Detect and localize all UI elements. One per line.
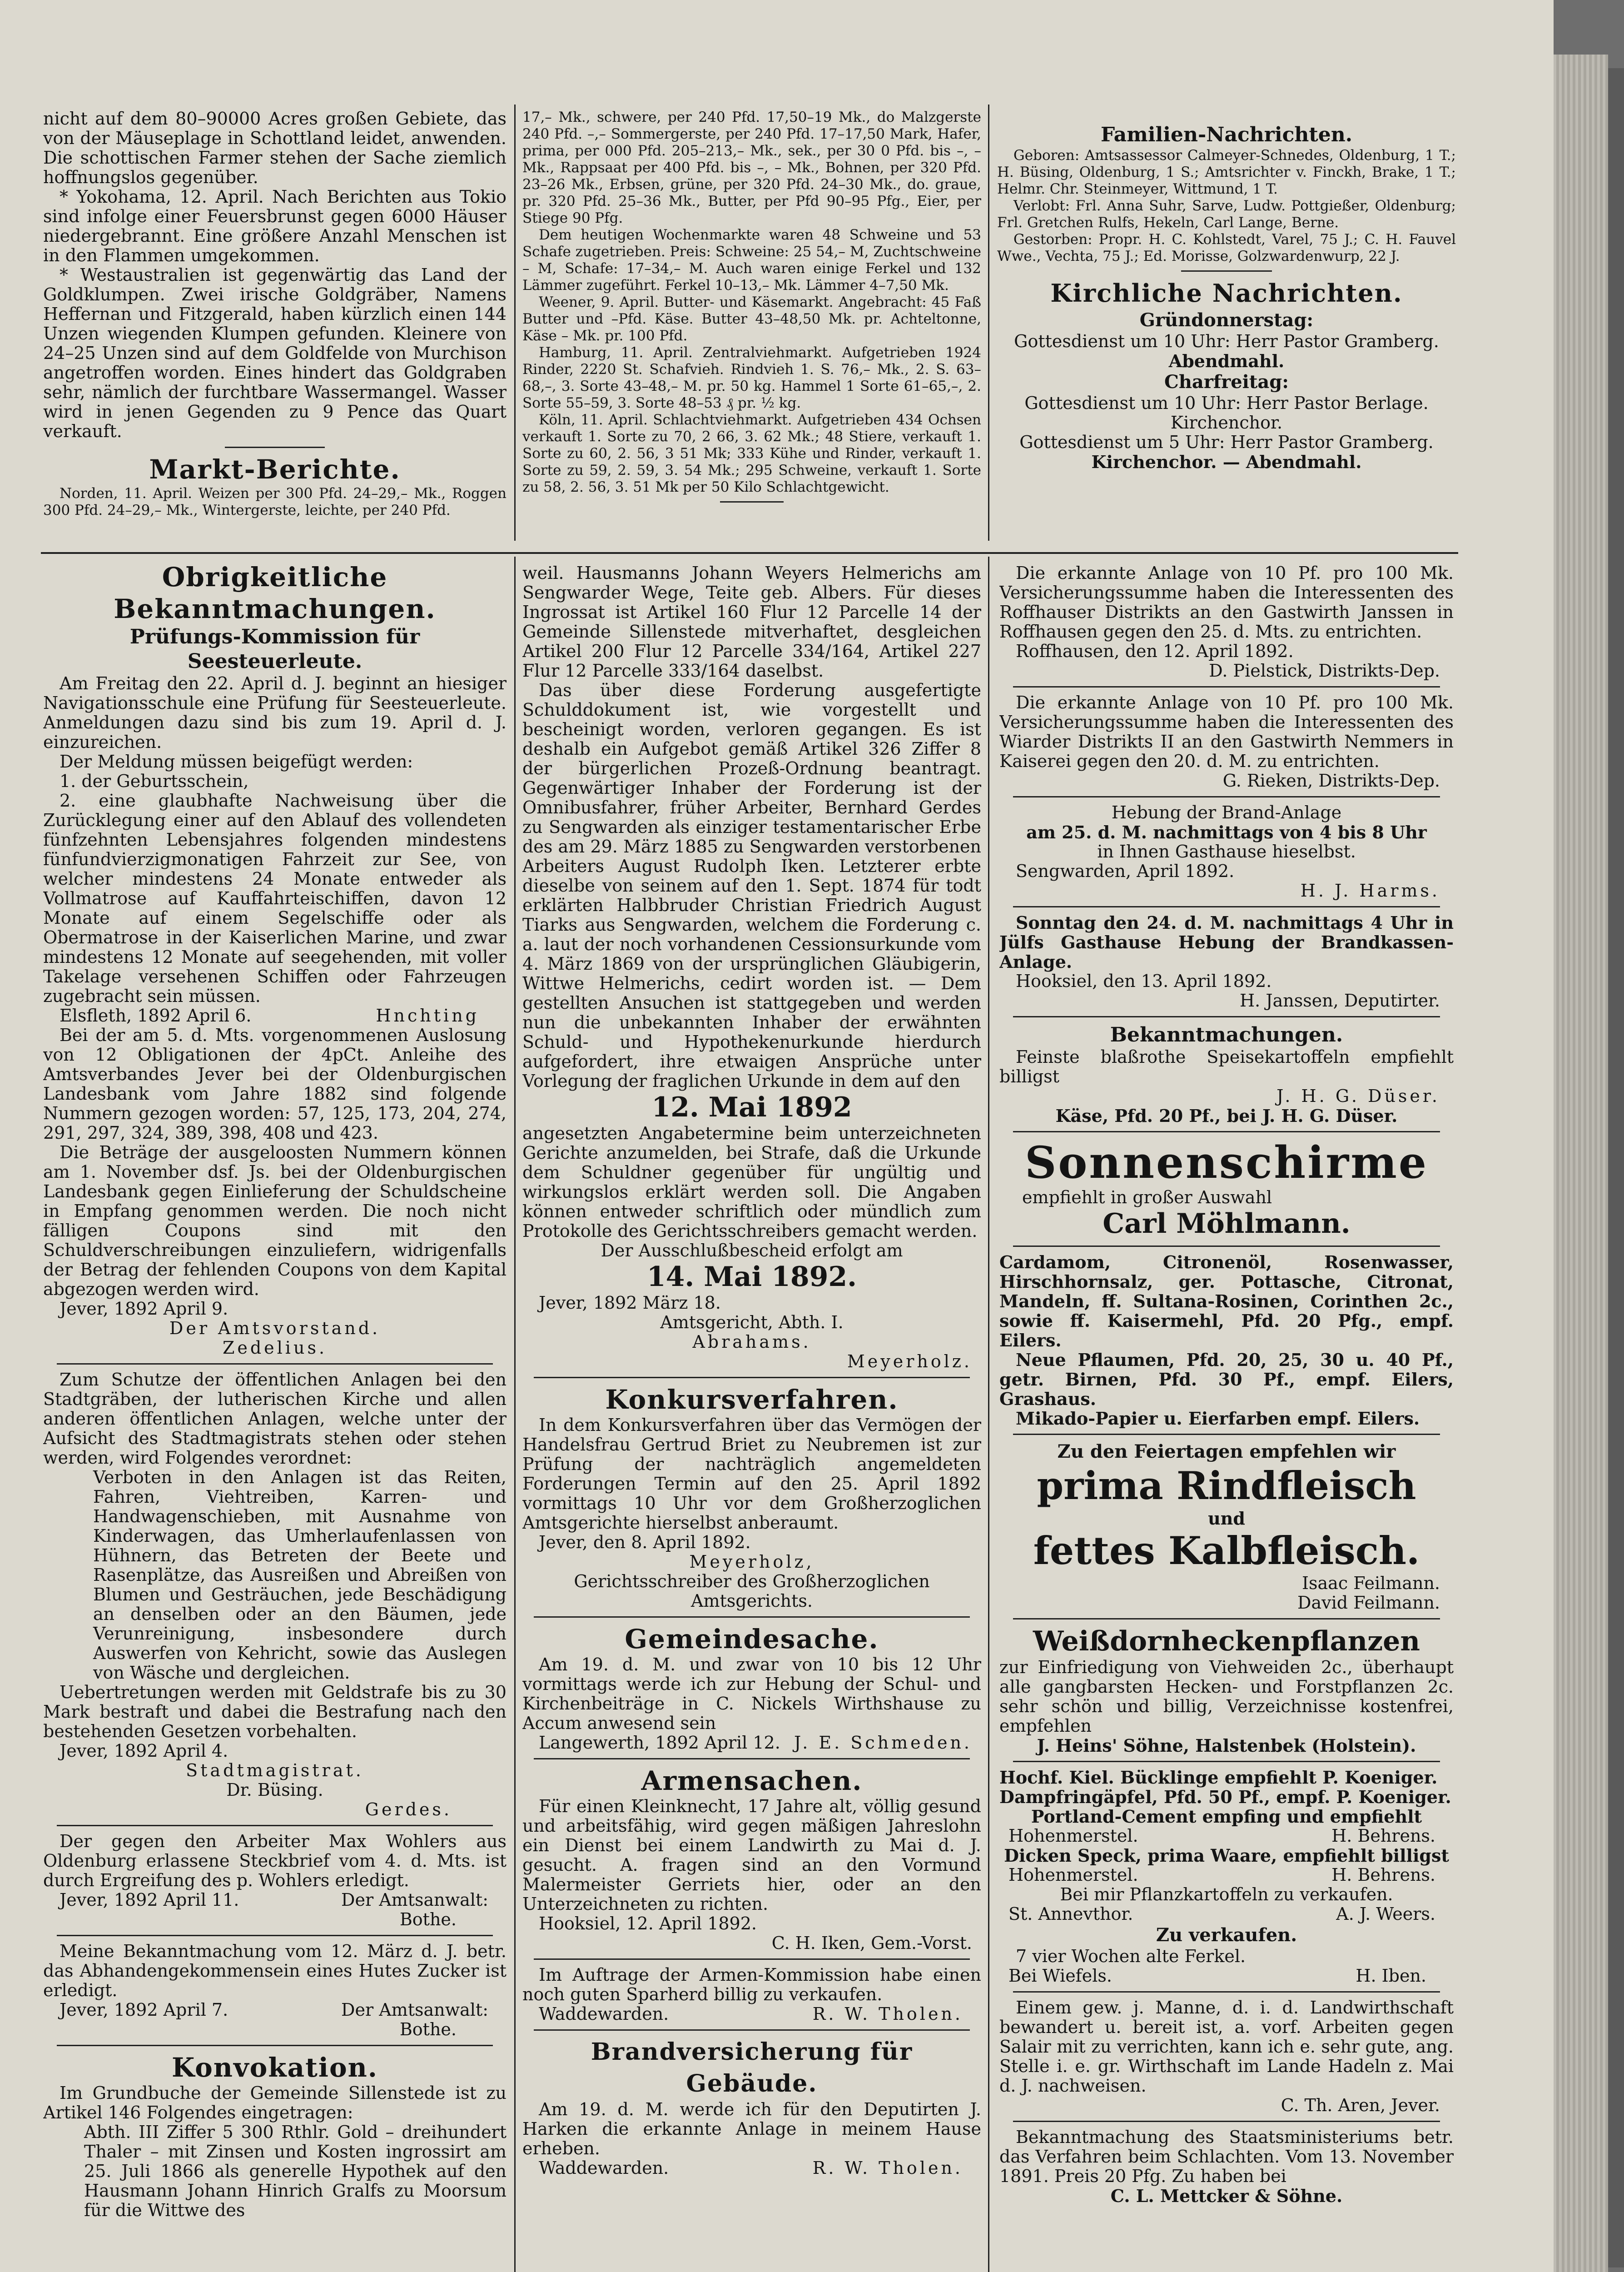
signature: Der Amtsvorstand. [169, 1318, 381, 1338]
subheading: Charfreitag: [1164, 371, 1289, 393]
advertisement: Zu den Feiertagen empfehlen wir [1057, 1441, 1396, 1462]
divider [1013, 1131, 1440, 1132]
date-line: Jever, 1892 April 9. [60, 1299, 228, 1319]
signature: Zedelius. [222, 1338, 328, 1358]
date-line: Waddewarden. [539, 2158, 669, 2178]
advertiser-name: H. Behrens. [1331, 1865, 1435, 1885]
article-paragraph: * Yokohama, 12. April. Nach Berichten aus Tokio sind infolge einer Feuersbrunst gegen 6000 Häuser niedergebrannt. Eine größere Anzahl Menschen ist in den Flammen umgekommen. [43, 187, 507, 265]
signature: Bothe. [399, 1909, 457, 1929]
advertiser-name: Carl Möhlmann. [1103, 1208, 1351, 1240]
market-report: Norden, 11. April. Weizen per 300 Pfd. 24–29,– Mk., Roggen 300 Pfd. 24–29,– Mk., Wintergerste, leichte, per 240 Pfd. [43, 485, 507, 518]
page-edge [1554, 55, 1608, 2272]
column-divider [988, 557, 989, 2272]
section-heading: Obrigkeitliche Bekanntmachungen. [114, 562, 436, 624]
notice-text: Der Meldung müssen beigefügt werden: [60, 752, 413, 772]
advertisement: Käse, Pfd. 20 Pf., bei J. H. G. Düser. [1055, 1106, 1398, 1126]
divider [1013, 796, 1440, 797]
advertisement: Einem gew. j. Manne, d. i. d. Landwirthschaft bewandert u. bereit ist, a. vorf. Arbeiten gegen Salair mit zu verrichten, kann ich e. sehr gute, ang. Stelle i. e. gr. Wirthschaft im Lande Hadeln z. Mai d. J. nachweisen. [999, 1998, 1454, 2096]
advertisement-title: prima Rindfleisch [1037, 1463, 1416, 1508]
notice-text: Die Beträge der ausgeloosten Nummern können am 1. November dsf. Js. bei der Oldenburgischen Landesbank gegen Einlieferung der Schuldscheine in Empfang genommen werden. Die noch nicht fälligen Coupons sind mit den Schuldverschreibungen einzuliefern, widrigenfalls der Betrag der fehlenden Coupons von dem Kapital abgezogen werden wird. [43, 1142, 507, 1299]
notice-text: Meine Bekanntmachung vom 12. März d. J. betr. das Abhandengekommensein eines Hutes Zucker ist erledigt. [43, 1941, 507, 2000]
deadline-date: 14. Mai 1892. [646, 1261, 857, 1293]
deadline-date: 12. Mai 1892 [651, 1091, 852, 1123]
divider [1013, 1434, 1440, 1435]
left-column [43, 561, 507, 2272]
signature: Stadtmagistrat. [186, 1760, 364, 1780]
notice-text: Sonntag den 24. d. M. nachmittags 4 Uhr in Jülfs Gasthause Hebung der Brandkassen-Anlage. [999, 912, 1454, 972]
divider [534, 1616, 970, 1618]
date-line: Jever, 1892 April 11. [60, 1890, 239, 1910]
divider [1013, 1761, 1440, 1762]
advertisement-title: Zu verkaufen. [1156, 1924, 1297, 1946]
advertiser-name: H. Behrens. [1331, 1826, 1435, 1846]
signature: H. Janssen, Deputirter. [1240, 991, 1440, 1011]
column-divider [514, 105, 516, 541]
market-report: Dem heutigen Wochenmarkte waren 48 Schweine und 53 Schafe zugetrieben. Preis: Schweine: 25 54,– M, Zuchtschweine – M, Schafe: 17–34,– M. Auch waren einige Ferkel und 132 Lämmer zugeführt. Ferkel 10–13,– Mk. Lämmer 4–7,50 Mk. [522, 227, 981, 294]
signature: Abrahams. [692, 1332, 811, 1352]
notice-text: in Ihnen Gasthause hieselbst. [1097, 842, 1356, 862]
signature: Meyerholz, [689, 1552, 814, 1572]
notice-text: Für einen Kleinknecht, 17 Jahre alt, völlig gesund und arbeitsfähig, wird gegen mäßigen Jahreslohn ein Dienst bei einem Landwirth zu Mai d. J. gesucht. A. fragen sind an den Vormund Malermeister Gerriets hier, oder an den Unterzeichneten zu richten. [522, 1796, 981, 1914]
deaths: Gestorben: Propr. H. C. Kohlstedt, Varel, 75 J.; C. H. Fauvel Wwe., Vechta, 75 J.; Ed. Morisse, Golzwardenwurp, 22 J. [997, 231, 1456, 264]
divider [1013, 1246, 1440, 1247]
advertisement: Portland-Cement empfing und empfiehlt [1031, 1806, 1422, 1827]
signature: Der Amtsanwalt: [341, 2000, 488, 2020]
date-line: Jever, 1892 März 18. [539, 1293, 721, 1313]
signature: R. W. Tholen. [812, 2004, 963, 2024]
advertisement-title: Sonnenschirme [1025, 1137, 1428, 1188]
horizontal-divider [41, 552, 1458, 554]
notice-text: am 25. d. M. nachmittags von 4 bis 8 Uhr [1026, 822, 1427, 842]
signature: C. H. Iken, Gem.-Vorst. [771, 1933, 972, 1953]
notice-text: Die erkannte Anlage von 10 Pf. pro 100 Mk. Versicherungssumme haben die Interessenten des Roffhauser Distrikts an den Gastwirth Janssen in Roffhausen gegen den 25. d. Mts. zu entrichten. [999, 563, 1454, 642]
column-divider [988, 105, 989, 541]
engagements: Verlobt: Frl. Anna Suhr, Sarve, Ludw. Pottgießer, Oldenburg; Frl. Gretchen Rulfs, Hekeln, Carl Lange, Berne. [997, 198, 1456, 231]
service-text: Kirchenchor. [1170, 413, 1283, 433]
section-heading: Brandversicherung für Gebäude. [591, 2038, 913, 2098]
advertisement-title: fettes Kalbfleisch. [1033, 1528, 1420, 1573]
divider [534, 2029, 970, 2031]
divider [57, 1935, 493, 1936]
signature: J. E. Schmeden. [794, 1733, 972, 1753]
notice-text: Uebertretungen werden mit Geldstrafe bis zu 30 Mark bestraft und dabei die Bestrafung nach den bestehenden Gesetzen vorbehalten. [43, 1682, 507, 1741]
date-line: Jever, 1892 April 4. [60, 1741, 228, 1761]
notice-text: Am 19. d. M. werde ich für den Deputirten J. Harken die erkannte Anlage in meinem Hause erheben. [522, 2099, 981, 2158]
date-line: Jever, den 8. April 1892. [539, 1532, 751, 1552]
advertisement: 7 vier Wochen alte Ferkel. [1016, 1946, 1246, 1966]
divider [57, 1363, 493, 1365]
signature: Bothe. [399, 2019, 457, 2039]
right-column [999, 563, 1454, 2272]
notice-text: Der gegen den Arbeiter Max Wohlers aus Oldenburg erlassene Steckbrief vom 4. d. Mts. ist durch Ergreifung des p. Wohlers erledigt. [43, 1831, 507, 1890]
section-heading: Konkursverfahren. [605, 1384, 899, 1415]
advertisement: Hohenmerstel. [1008, 1865, 1138, 1885]
top-middle-column [522, 109, 981, 545]
date-line: Elsfleth, 1892 April 6. [60, 1006, 252, 1026]
service-text: Gottesdienst um 5 Uhr: Herr Pastor Gramberg. [1019, 432, 1434, 452]
divider [720, 501, 784, 503]
date-line: Roffhausen, den 12. April 1892. [1016, 641, 1294, 661]
notice-text: Am 19. d. M. und zwar von 10 bis 12 Uhr vormittags werde ich zur Hebung der Schul- und Kirchenbeiträge in C. Nickels Wirthshause zu Accum anwesend sein [522, 1654, 981, 1733]
divider [225, 447, 325, 448]
advertisement: Hohenmerstel. [1008, 1826, 1138, 1846]
column-divider [514, 557, 516, 2272]
service-text: Gottesdienst um 10 Uhr: Herr Pastor Berlage. [1024, 393, 1429, 413]
divider [534, 1958, 970, 1960]
advertisement: Dampfringäpfel, Pfd. 50 Pf., empf. P. Koeniger. [999, 1787, 1451, 1807]
notice-text: Das über diese Forderung ausgefertigte Schulddokument ist, wie vorgestellt und bescheinigt worden, verloren gegangen. Es ist deshalb ein Aufgebot gemäß Artikel 326 Ziffer 8 der bürgerlichen Prozeß-Ordnung beantragt. Gegenwärtiger Inhaber der Forderung ist der Omnibusfahrer, früher Arbeiter, Bernhard Gerdes zu Sengwarden als einziger testamentarischer Erbe des am 29. März 1885 zu Sengwarden verstorbenen Arbeiters August Rudolph Iken. Letzterer erbte dieselbe von seinem auf den 1. Sept. 1874 für todt erklärten Halbbruder Christian Friedrich August Tiarks aus Sengwarden, welchem die Forderung c. a. laut der noch vorhandenen Cessionsurkunde vom 4. März 1869 von der ursprünglichen Gläubigerin, Wittwe Helmerichs, cedirt worden ist. — Dem gestellten Ansuchen ist stattgegeben und werden nun die unbekannten Inhaber der erwähnten Schuld- und Hypothekenurkunde hierdurch aufgefordert, ihre etwaigen Ansprüche unter Vorlegung der fraglichen Urkunde in dem auf den [522, 680, 981, 1091]
advertiser-name: Isaac Feilmann. [1302, 1573, 1440, 1593]
service-text: Kirchenchor. — Abendmahl. [1091, 452, 1362, 472]
advertisement: Hochf. Kiel. Bücklinge empfiehlt P. Koeniger. [999, 1767, 1438, 1788]
signature: Der Amtsanwalt: [341, 1890, 488, 1910]
signature: D. Pielstick, Distrikts-Dep. [1209, 661, 1440, 681]
market-report: Köln, 11. April. Schlachtviehmarkt. Aufgetrieben 434 Ochsen verkauft 1. Sorte zu 70, 2 66, 3. 62 Mk.; 48 Stiere, verkauft 1. Sorte zu 60, 2. 56, 3 51 Mk; 333 Kühe und Rinder, verkauft 1. Sorte zu 59, 2. 59, 3. 54 Mk.; 295 Schweine, verkauft 1. Sorte zu 58, 2. 56, 3. 51 Mk per 50 Kilo Schlachtgewicht. [522, 412, 981, 495]
advertiser-name: David Feilmann. [1297, 1593, 1440, 1613]
signature: Meyerholz. [847, 1351, 972, 1371]
section-heading: Markt-Berichte. [149, 454, 401, 485]
notice-text: 1. der Geburtsschein, [60, 771, 249, 791]
signature: H. J. Harms. [1300, 881, 1440, 901]
births: Geboren: Amtsassessor Calmeyer-Schnedes, Oldenburg, 1 T.; H. Büsing, Oldenburg, 1 S.; Amtsrichter v. Finckh, Brake, 1 T.; Helmr. Chr. Steinmeyer, Wittmund, 1 T. [997, 147, 1456, 197]
notice-text: Im Grundbuche der Gemeinde Sillenstede ist zu Artikel 146 Folgendes eingetragen: [43, 2083, 507, 2123]
divider [1013, 906, 1440, 907]
advertisement: empfiehlt in großer Auswahl [1022, 1187, 1272, 1207]
top-left-column [43, 109, 507, 545]
section-heading: Kirchliche Nachrichten. [1050, 279, 1403, 308]
signature: Hnchting [376, 1006, 479, 1026]
signature: Gerichtsschreiber des Großherzoglichen Amtsgerichts. [574, 1571, 930, 1611]
notice-text: Hebung der Brand-Anlage [1111, 802, 1342, 822]
subheading: Gründonnerstag: [1139, 309, 1314, 331]
section-heading: Armensachen. [641, 1765, 863, 1796]
notice-text: weil. Hausmanns Johann Weyers Helmerichs am Sengwarder Wege, Teite geb. Albers. Für dieses Ingrossat ist Artikel 160 Flur 12 Parcelle 14 der Gemeinde Sillenstede mitverhaftet, desgleichen Artikel 200 Flur 12 Parcelle 334/164, Artikel 227 Flur 12 Parcelle 333/164 daselbst. [522, 563, 981, 681]
market-report: Hamburg, 11. April. Zentralviehmarkt. Aufgetrieben 1924 Rinder, 2220 St. Schafvieh. Rindvieh 1. S. 76,– Mk., 2. S. 63–68,–, 3. Sorte 43–48,– M. pr. 50 kg. Hammel 1 Sorte 61–65,–, 2. Sorte 55–59, 3. Sorte 48–53 ₰ pr. ½ kg. [522, 344, 981, 411]
date-line: Waddewarden. [539, 2004, 669, 2024]
market-report: 17,– Mk., schwere, per 240 Pfd. 17,50–19 Mk., do Malzgerste 240 Pfd. –,– Sommergerste, per 240 Pfd. 17–17,50 Mark, Hafer, prima, per 000 Pfd. 205–213,– Mk., sek., per 30 0 Pfd. bis –, – Mk., Rappsaat per 400 Pfd. bis –, – Mk., Bohnen, per 320 Pfd. 23–26 Mk., Erbsen, grüne, per 320 Pfd. 24–30 Mk., do. graue, pr. 320 Pfd. 25–36 Mk., Butter, per Pfd 90–95 Pfg., Eier, per Stiege 90 Pfg. [522, 109, 981, 226]
signature: Gerdes. [365, 1799, 452, 1819]
advertisement: Bei mir Pflanzkartoffeln zu verkaufen. [1060, 1884, 1393, 1904]
page-edge-shadow [1608, 68, 1624, 2267]
article-paragraph: * Westaustralien ist gegenwärtig das Land der Goldklumpen. Zwei irische Goldgräber, Namens Heffernan und Fitzgerald, haben kürzlich einen 144 Unzen wiegenden Klumpen gefunden. Kleinere von 24–25 Unzen sind auf dem Goldfelde von Murchison angetroffen worden. Eines hindert das Goldgraben sehr, nämlich der furchtbare Wassermangel. Wasser wird in jenen Gegenden zu 9 Pence das Quart verkauft. [43, 265, 507, 441]
notice-text: Am Freitag den 22. April d. J. beginnt an hiesiger Navigationsschule eine Prüfung für Seesteuerleute. Anmeldungen dazu sind bis zum 19. April d. J. einzureichen. [43, 673, 507, 752]
advertisement: Bei Wiefels. [1008, 1966, 1112, 1986]
signature: J. H. G. Düser. [1276, 1086, 1440, 1106]
notice-text: 2. eine glaubhafte Nachweisung über die Zurücklegung einer auf den Ablauf des vollendeten fünfzehnten Lebensjahres folgenden mindestens fünfundvierzigmonatigen Fahrzeit zur See, von welcher mindestens 24 Monate entweder als Vollmatrose auf Kauffahrteischiffen, davon 12 Monate auf einem Segelschiffe oder als Obermatrose in der Kaiserlichen Marine, und zwar mindestens 12 Monate auf seegehenden, mit voller Takelage versehenen Schiffen oder Fahrzeugen zugebracht sein müssen. [43, 791, 507, 1006]
divider [1181, 270, 1272, 272]
notice-text: angesetzten Angabetermine beim unterzeichneten Gerichte anzumelden, bei Strafe, daß die Urkunde dem Schuldner gegenüber für ungültig und wirkungslos erklärt werden soll. Die Angaben können entweder schriftlich oder mündlich zum Protokolle des Gerichtsschreibers gemacht werden. [522, 1123, 981, 1241]
advertiser-name: A. J. Weers. [1336, 1904, 1435, 1924]
section-heading: Gemeindesache. [625, 1624, 879, 1654]
advertisement-title: Weißdornheckenpflanzen [1033, 1625, 1420, 1657]
service-text: Abendmahl. [1168, 351, 1285, 371]
signature: R. W. Tholen. [812, 2158, 963, 2178]
date-line: Sengwarden, April 1892. [1016, 861, 1235, 881]
advertisement: Neue Pflaumen, Pfd. 20, 25, 30 u. 40 Pf., getr. Birnen, Pfd. 30 Pf., empf. Eilers, Grashaus. [999, 1350, 1454, 1409]
divider [1013, 1991, 1440, 1993]
advertisement: Bekanntmachung des Staatsministeriums betr. das Verfahren beim Schlachten. Vom 13. November 1891. Preis 20 Pfg. Zu haben bei [999, 2127, 1454, 2186]
date-line: Hooksiel, 12. April 1892. [539, 1913, 757, 1933]
signature: Dr. Büsing. [226, 1780, 323, 1800]
date-line: Langewerth, 1892 April 12. [539, 1733, 780, 1753]
advertisement: Cardamom, Citronenöl, Rosenwasser, Hirschhornsalz, ger. Pottasche, Citronat, Mandeln, ff. Sultana-Rosinen, Corinthen 2c., sowie ff. Kaisermehl, Pfd. 20 Pfg., empf. Eilers. [999, 1252, 1454, 1350]
advertisement: Feinste blaßrothe Speisekartoffeln empfiehlt billigst [999, 1047, 1454, 1086]
section-heading: Konvokation. [171, 2052, 378, 2083]
advertiser-name: J. Heins' Söhne, Halstenbek (Holstein). [1037, 1735, 1416, 1756]
top-right-column [997, 123, 1456, 545]
date-line: Jever, 1892 April 7. [60, 2000, 228, 2020]
divider [534, 1758, 970, 1759]
notice-text: Im Auftrage der Armen-Kommission habe einen noch guten Sparherd billig zu verkaufen. [522, 1965, 981, 2004]
notice-text: Der Ausschlußbescheid erfolgt am [601, 1241, 903, 1261]
notice-text: Abth. III Ziffer 5 300 Rthlr. Gold – dreihundert Thaler – mit Zinsen und Kosten ingrossirt am 25. Juli 1866 als generelle Hypothek auf den Hausmann Johann Hinrich Gralfs zu Moorsum für die Wittwe des [84, 2122, 507, 2220]
notice-text: In dem Konkursverfahren über das Vermögen der Handelsfrau Gertrud Briet zu Neubremen ist zur Prüfung der nachträglich angemeldeten Forderungen Termin auf den 25. April 1892 vormittags 10 Uhr vor dem Großherzoglichen Amtsgerichte hierselbst anberaumt. [522, 1415, 981, 1533]
notice-text: Zum Schutze der öffentlichen Anlagen bei den Stadtgräben, der lutherischen Kirche und allen anderen öffentlichen Anlagen, welche unter der Aufsicht des Stadtmagistrats stehen oder stehen werden, wird Folgendes verordnet: [43, 1370, 507, 1468]
divider [1013, 1618, 1440, 1619]
subheading: Prüfungs-Kommission für Seesteuerleute. [129, 625, 420, 673]
section-heading: Bekanntmachungen. [1110, 1023, 1343, 1046]
divider [1013, 1016, 1440, 1017]
notice-text: Bei der am 5. d. Mts. vorgenommenen Auslosung von 12 Obligationen der 4pCt. Anleihe des Amtsverbandes Jever bei der Oldenburgischen Landesbank vom Jahre 1882 sind folgende Nummern gezogen worden: 57, 125, 173, 204, 274, 291, 297, 324, 389, 398, 408 und 423. [43, 1025, 507, 1143]
article-paragraph: nicht auf dem 80–90000 Acres großen Gebiete, das von der Mäuseplage in Schottland leidet, anwenden. Die schottischen Farmer stehen der Sache ziemlich hoffnungslos gegenüber. [43, 109, 507, 187]
divider [534, 1377, 970, 1378]
market-report: Weener, 9. April. Butter- und Käsemarkt. Angebracht: 45 Faß Butter und –Pfd. Käse. Butter 43–48,50 Mk. pr. Achteltonne, Käse – Mk. pr. 100 Pfd. [522, 294, 981, 344]
advertisement: Mikado-Papier u. Eierfarben empf. Eilers. [1016, 1408, 1420, 1429]
divider [1013, 2121, 1440, 2122]
divider [57, 1825, 493, 1826]
notice-text: Die erkannte Anlage von 10 Pf. pro 100 Mk. Versicherungssumme haben die Interessenten des Wiarder Distrikts II an den Gastwirth Nemmers in Kaiserei gegen den 20. d. M. zu entrichten. [999, 693, 1454, 771]
date-line: Hooksiel, den 13. April 1892. [1016, 971, 1272, 991]
advertisement: und [1208, 1508, 1245, 1529]
advertiser-name: C. L. Mettcker & Söhne. [1110, 2186, 1343, 2206]
advertisement: Dicken Speck, prima Waare, empfiehlt billigst [1004, 1845, 1449, 1866]
service-text: Gottesdienst um 10 Uhr: Herr Pastor Gramberg. [1014, 331, 1439, 351]
signature: Amtsgericht, Abth. I. [660, 1312, 844, 1332]
signature: G. Rieken, Distrikts-Dep. [1222, 771, 1440, 791]
notice-text: Verboten in den Anlagen ist das Reiten, Fahren, Viehtreiben, Karren- und Handwagenschieben, mit Ausnahme von Kinderwagen, das Umherlaufenlassen von Hühnern, das Betreten der Beete und Rasenplätze, das Ausreißen und Abreißen von Blumen und Gesträuchen, jede Beschädigung an denselben oder an den Bäumen, jede Verunreinigung, insbesondere durch Auswerfen von Kehricht, sowie das Auslegen von Wäsche und dergleichen. [93, 1467, 507, 1683]
section-heading: Familien-Nachrichten. [1100, 123, 1353, 146]
advertisement: St. Annevthor. [1008, 1904, 1133, 1924]
advertisement: zur Einfriedigung von Viehweiden 2c., überhaupt alle gangbarsten Hecken- und Forstpflanzen 2c. sehr schön und billig, Verzeichnisse kostenfrei, empfehlen [999, 1657, 1454, 1736]
middle-column [522, 563, 981, 2272]
advertiser-name: C. Th. Aren, Jever. [1281, 2095, 1440, 2115]
advertiser-name: H. Iben. [1356, 1966, 1426, 1986]
divider [57, 2045, 493, 2046]
divider [1013, 686, 1440, 688]
